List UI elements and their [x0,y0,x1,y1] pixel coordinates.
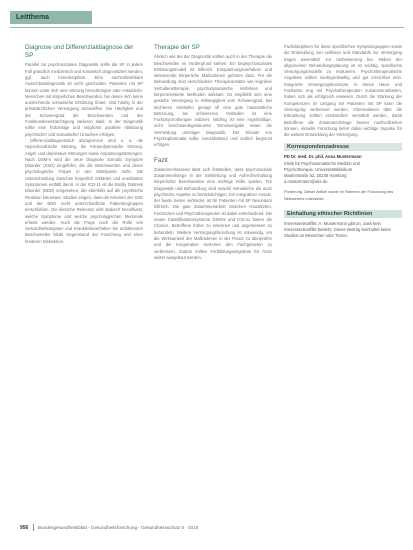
journal-citation: Bundesgesundheitsblatt - Gesundheitsforschung - Gesundheitsschutz 8 · 2015 [37,525,199,530]
footer-separator [33,524,34,531]
paragraph: Zusammenfassend lässt sich feststellen, dass psychosoziale Zusammenhänge in der Entstehung und Aufrechterhaltung körperlicher Beschwerden eine wichtige Rolle spielen. Für Diagnostik und Behandlung sind sowohl somatische als auch psychische Aspekte zu berücksichtigen. Ein integrativer Ansatz, der beide Seiten verbindet, ist für Patienten mit SP besonders hilfreich. Die gute Zusammenarbeit zwischen Hausärzten, Fachärzten und Psychotherapeuten ist dabei entscheidend. Die neuen Klassifikationssysteme DSM-5 und ICD-11 bieten die Chance, Betroffene früher zu erkennen und angemessen zu behandeln. Weitere Versorgungsforschung ist notwendig, um die Wirksamkeit der Maßnahmen in der Praxis zu überprüfen und die Kooperation zwischen den Fachgebieten zu verbessern. Zudem sollten Fortbildungsangebote für Ärzte weiter ausgebaut werden. [154,166,272,260]
funding-note: Förderung. Dieser Artikel wurde im Rahmen der Forschung des Netzwerkes unterstützt. [284,189,394,201]
address-line: Psychotherapie, Universitätsklinikum [284,166,353,172]
column-middle [154,44,272,261]
page-number: 956 [20,525,29,531]
section-label: Leitthema [10,11,92,24]
correspondence-heading: Korrespondenzadresse [284,143,402,151]
paragraph: Differenzialdiagnostisch abzugrenzen sind u. a. die Hypochondrische Störung, die Körperdysmorphe Störung, Angst- und depressive Störungen sowie Anpassungsstörungen. Nach DSM-5 wird die neue Diagnose Somatic Symptom Disorder (SSD) eingeführt, die die Beschwerden und deren psychologische Folgen in den Mittelpunkt rückt. Die Unterscheidung zwischen körperlich erklärten und unerklärten Symptomen entfällt damit. In der ICD-11 ist die Bodily Distress Disorder (BDD) vorgesehen, die ebenfalls auf die psychische Reaktion fokussiert. Studien zeigen, dass die Kriterien der SSD und der BDD recht unterschiedliche Patientengruppen einschließen. Die klinische Relevanz wird dadurch beeinflusst, welche Symptome und welche psychologischen Merkmale erfasst werden. Auch die Frage nach der Rolle von Gesundheitsängsten und Krankheitsverhalten bei anhaltenden Beschwerden bleibt Gegenstand der Forschung und einer breiteren Diskussion. [25,137,143,244]
paragraph: Parallel zur psychosozialen Diagnostik sollte die SP in jedem Fall gründlich medizinisch und somatisch diagnostiziert werden, ggf. auch interdisziplinär. Eine nachvollziehbare Ausschlussdiagnostik ist nicht geschuldet. Patienten mit SP können unter sich eine Störung hervorbringen oder entwickeln. Menschen mit körperlichen Beschwerden, bei denen sich keine ausreichende somatische Erklärung findet, sind häufig in der primärärztlichen Versorgung anzutreffen. Die Häufigkeit und der Schweregrad der Beschwerden und der Funktionsbeeinträchtigung variieren stark. In der Diagnostik sollte eine frühzeitige und möglichst parallele Abklärung psychischer und somatischer Ursachen erfolgen. [25,62,144,137]
paragraph: Ähnlich wie bei der Diagnostik sollten auch in der Therapie die Beschwerden im Vordergrund stehen. Ein biopsychosoziales Erklärungsmodell ist hilfreich. Entspannungsverfahren und aktivierende körperliche Maßnahmen gehören dazu. Für die Behandlung sind verschiedene Therapieansätze wie kognitive Verhaltenstherapie, psychodynamische Verfahren und körperorientierte Methoden wirksam. Es empfiehlt sich eine gestufte Versorgung in Abhängigkeit vom Schweregrad. Bei leichteren Verläufen genügt oft eine gute hausärztliche Betreuung, bei schwereren Verläufen ist eine Fachpsychotherapie indiziert. Wichtig ist eine regelmäßige, nicht beschwerdegesteuerte Terminvergabe sowie die Vermeidung unnötiger Diagnostik. Der Einsatz von Psychopharmaka sollte zurückhaltend und zeitlich begrenzt erfolgen. [154,54,272,148]
correspondence-address [284,154,402,201]
column-left [25,44,143,245]
header-divider [10,27,404,28]
email-link[interactable]: a.mustermann@uke.de [284,179,328,185]
address-line: Martinistraße 52, 20246 Hamburg [284,173,347,179]
heading-therapy: Therapie der SP [154,44,200,51]
paragraph: Fachdisziplinen für diese spezifischen Symptomgruppen sowie die Entwicklung von Leitlinien und Standards zur Versorgung tragen wesentlich zur Verbesserung bei. Neben der allgemeinen Behandlungsplanung ist es wichtig, spezifische Versorgungsmodelle zu evaluieren. Psychotherapeutische Angebote sollten niedrigschwellig und gut erreichbar sein. Integrierte Versorgungskonzepte, in denen Haus- und Fachärzte eng mit Psychotherapeuten zusammenarbeiten, haben sich als erfolgreich erwiesen. Durch die Stärkung der Kompetenzen im Umgang mit Patienten mit SP kann die Versorgung verbessert werden. Informationen über die Erkrankung sollten verständlich vermittelt werden, damit Betroffene die Zusammenhänge besser nachvollziehen können. Aktuelle Forschung liefert dabei wichtige Impulse für die weitere Entwicklung der Versorgung. [284,44,402,138]
ethics-text: Interessenkonflikt. A. Mustermann gibt an, dass kein Interessenkonflikt besteht. Dieser Beitrag beinhaltet keine Studien an Menschen oder Tieren. [284,220,391,239]
page-footer [20,524,198,532]
address-line: Klinik für Psychosomatische Medizin und [284,160,360,166]
heading-diagnosis: Diagnose und Differenzialdiagnose der SP [25,44,134,60]
correspondence-name: PD Dr. med. Dr. phil. Anna Mustermann [284,154,362,160]
heading-conclusion: Fazit [154,156,168,164]
column-right [284,44,402,239]
ethics-heading: Einhaltung ethischer Richtlinien [284,210,402,218]
